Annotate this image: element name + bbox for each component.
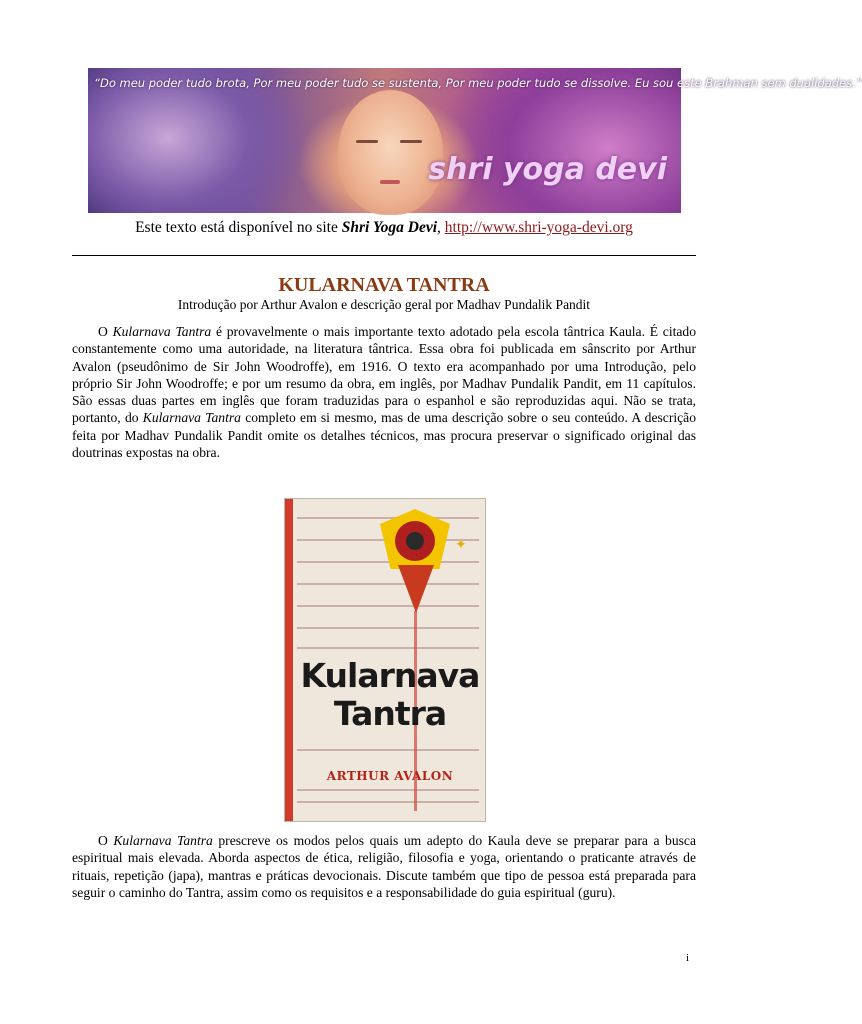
p2-text-c: prescreve os modos pelos quais um adepto do Kaula deve se preparar para a busca espiritual mais elevada. Aborda aspectos de ética, religião, filosofia e yoga, orientando o praticante através de rituais, repetição (japa), mantras e práticas devocionais. Discute também que tipo de pessoa está preparada para seguir o caminho do Tantra, assim como os requisitos e a responsabilidade do guia espiritual (guru). <box>72 833 696 900</box>
p1-text-a: O <box>98 324 113 339</box>
cover-author: ARTHUR AVALON <box>326 769 454 783</box>
site-availability-line <box>0 219 768 237</box>
site-line-prefix: Este texto está disponível no site <box>135 219 342 236</box>
cover-book-title <box>295 657 485 733</box>
yantra-core-icon <box>406 532 424 550</box>
cover-script-line <box>297 605 479 607</box>
p1-text-e: completo em si mesmo, mas de uma descrição sobre o seu conteúdo. A descrição feita por Madhav Pundalik Pandit omite os detalhes técnicos, mas procura preservar o significado original das doutrinas expostas na obra. <box>72 410 697 461</box>
mouth-shape <box>380 180 400 184</box>
book-cover-image <box>284 498 486 822</box>
cover-script-line <box>297 647 479 649</box>
star-icon: ✦ <box>455 538 467 553</box>
site-url-link[interactable]: http://www.shri-yoga-devi.org <box>444 219 633 236</box>
cover-title-line1: Kularnava <box>300 656 480 695</box>
page-number: i <box>686 952 690 964</box>
site-name: Shri Yoga Devi <box>341 219 438 236</box>
cover-script-line <box>297 517 479 519</box>
right-eye-shape <box>400 140 422 143</box>
horizontal-divider <box>72 255 696 256</box>
cover-title-line2: Tantra <box>333 694 447 733</box>
cover-script-line <box>297 749 479 751</box>
left-eye-shape <box>356 140 378 143</box>
p1-title-ref-2: Kularnava Tantra <box>142 410 241 426</box>
site-line-separator: , <box>437 219 445 236</box>
cover-script-line <box>297 583 479 585</box>
document-subtitle: Introdução por Arthur Avalon e descrição geral por Madhav Pundalik Pandit <box>177 297 591 312</box>
p1-text-c: é provavelmente o mais importante texto adotado pela escola tântrica Kaula. É citado constantemente como uma autoridade, na literatura tântrica. Essa obra foi publicada em sânscrito por Arthur Avalon (pseudônimo de Sir John Woodroffe), em 1916. O texto era acompanhado por uma Introdução, pelo próprio Sir John Woodroffe; e por um resumo da obra, em inglês, por Madhav Pundalik Pandit, em 11 capítulos. São essas duas partes em inglês que foram traduzidas para o espanhol e são reproduzidas aqui. Não se trata, portanto, do <box>72 324 696 426</box>
description-paragraph <box>72 832 696 901</box>
intro-paragraph <box>72 323 696 461</box>
cover-script-line <box>297 561 479 563</box>
document-title: KULARNAVA TANTRA <box>278 274 490 296</box>
p2-title-ref: Kularnava Tantra <box>113 833 213 848</box>
cover-script-line <box>297 627 479 629</box>
header-banner <box>88 68 862 213</box>
cover-script-line <box>297 789 479 791</box>
p1-title-ref-1: Kularnava Tantra <box>112 324 212 339</box>
p2-text-a: O <box>98 833 114 848</box>
banner-quote: “Do meu poder tudo brota, Por meu poder tudo se sustenta, Por meu poder tudo se dissolve. Eu sou este Brahman sem dualidades.” <box>94 76 862 90</box>
banner-brand-logo: shri yoga devi <box>428 152 667 187</box>
cover-script-line <box>297 801 479 803</box>
